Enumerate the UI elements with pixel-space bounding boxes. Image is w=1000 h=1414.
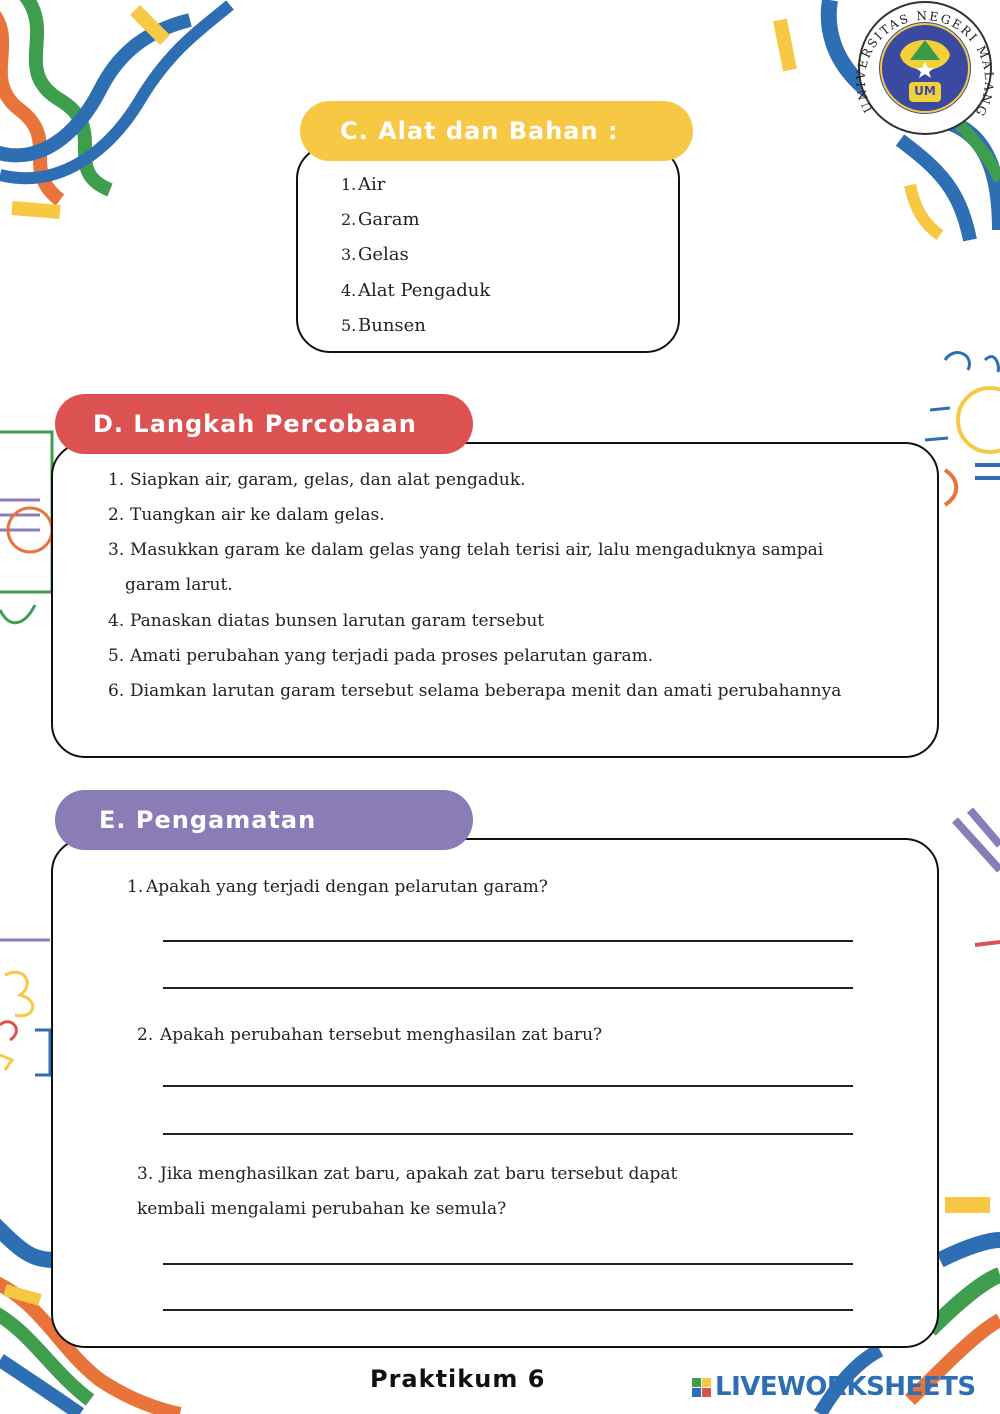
- answer-line[interactable]: [163, 1309, 853, 1311]
- tool-item-number: 1.: [341, 175, 357, 194]
- tool-item-number: 3.: [341, 245, 357, 264]
- step-text: Amati perubahan yang terjadi pada proses pelarutan garam.: [130, 646, 654, 666]
- question-number: 1.: [127, 877, 144, 897]
- question-text: Jika menghasilkan zat baru, apakah zat baru tersebut dapat: [160, 1164, 678, 1184]
- tool-item-number: 4.: [341, 281, 357, 300]
- brand-mark-v: [692, 1388, 701, 1397]
- step-number: 5.: [108, 646, 125, 666]
- answer-line[interactable]: [163, 1133, 853, 1135]
- liveworksheets-logo-icon: [692, 1378, 711, 1397]
- section-d-title: D. Langkah Percobaan: [93, 410, 417, 438]
- step-text: Siapkan air, garam, gelas, dan alat pengaduk.: [130, 470, 526, 490]
- brand-mark-i: [702, 1378, 711, 1387]
- tool-item-text: Alat Pengaduk: [358, 280, 491, 301]
- seal-mark: UM: [914, 84, 936, 98]
- answer-line[interactable]: [163, 1085, 853, 1087]
- tool-item-text: Gelas: [358, 244, 409, 265]
- section-d-header: [55, 394, 473, 454]
- step-text-continued: garam larut.: [125, 575, 233, 595]
- step-text: Tuangkan air ke dalam gelas.: [130, 505, 385, 525]
- svg-text:UNIVERSITAS NEGERI MALANG: [855, 9, 995, 120]
- question-number: 2.: [137, 1025, 154, 1045]
- step-number: 3.: [108, 540, 125, 560]
- question-text: Apakah perubahan tersebut menghasilan zat baru?: [160, 1025, 603, 1045]
- step-number: 2.: [108, 505, 125, 525]
- question-number: 3.: [137, 1164, 154, 1184]
- liveworksheets-brand-text: LIVEWORKSHEETS: [715, 1372, 976, 1402]
- tool-item-text: Garam: [358, 209, 420, 230]
- question-text: Apakah yang terjadi dengan pelarutan garam?: [146, 877, 548, 897]
- section-c-title: C. Alat dan Bahan :: [340, 117, 619, 145]
- tool-item-text: Air: [358, 174, 386, 195]
- answer-line[interactable]: [163, 1263, 853, 1265]
- section-e-title: E. Pengamatan: [99, 806, 317, 834]
- question-text-continued: kembali mengalami perubahan ke semula?: [137, 1199, 507, 1219]
- brand-mark-e: [702, 1388, 711, 1397]
- step-text: Masukkan garam ke dalam gelas yang telah terisi air, lalu mengaduknya sampai: [130, 540, 824, 560]
- liveworksheets-brand[interactable]: [692, 1372, 976, 1402]
- step-text: Panaskan diatas bunsen larutan garam tersebut: [130, 611, 545, 631]
- tool-item-number: 2.: [341, 210, 357, 229]
- answer-line[interactable]: [163, 940, 853, 942]
- tool-item-number: 5.: [341, 316, 357, 335]
- seal-arc-text: [855, 0, 995, 140]
- seal-arc-label: UNIVERSITAS NEGERI MALANG: [855, 8, 995, 120]
- footer-title: Praktikum 6: [370, 1365, 546, 1393]
- step-text: Diamkan larutan garam tersebut selama beberapa menit dan amati perubahannya: [130, 681, 842, 701]
- university-seal: [855, 0, 995, 140]
- brand-mark-l: [692, 1378, 701, 1387]
- step-number: 4.: [108, 611, 125, 631]
- section-c-header: [300, 101, 693, 161]
- step-number: 1.: [108, 470, 125, 490]
- section-e-header: [55, 790, 473, 850]
- tool-item-text: Bunsen: [358, 315, 426, 336]
- section-e-box: [51, 838, 939, 1348]
- step-number: 6.: [108, 681, 125, 701]
- answer-line[interactable]: [163, 987, 853, 989]
